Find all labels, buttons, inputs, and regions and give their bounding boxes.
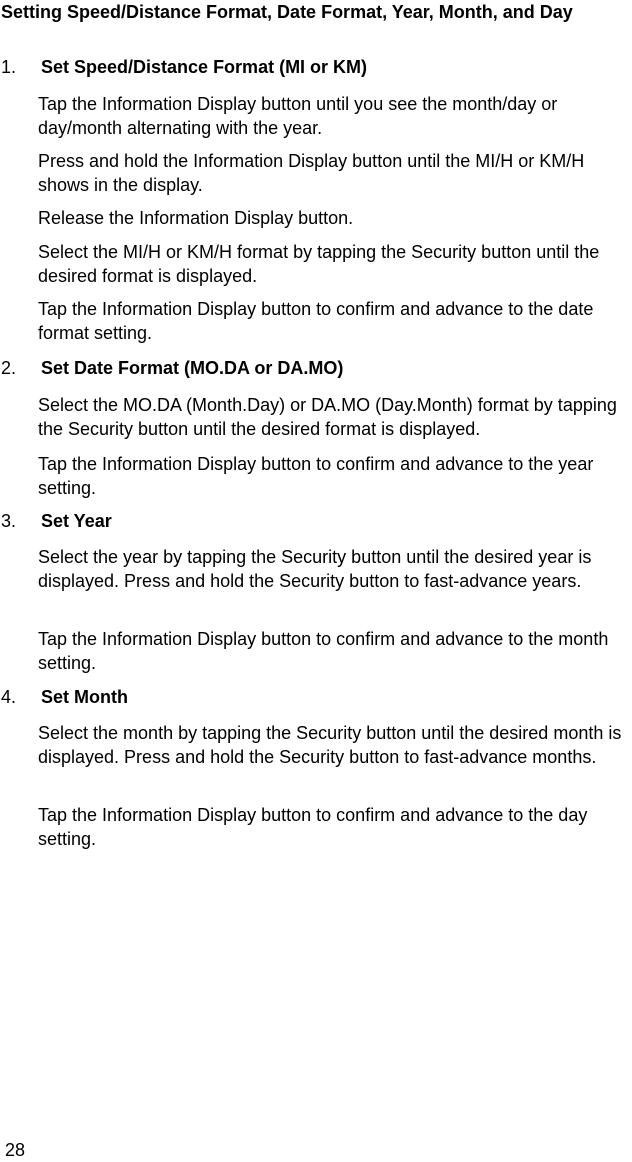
section-number: 2.: [1, 358, 17, 378]
section-number: 1.: [1, 57, 17, 77]
section-heading-year: [1, 509, 112, 533]
paragraph: Release the Information Display button.: [38, 208, 354, 228]
page-number: 28: [5, 1140, 26, 1160]
section-heading-speed-distance: [1, 55, 367, 79]
paragraph: Select the MI/H or KM/H format by tapping the Security button until the desired format is displayed.: [38, 242, 600, 286]
paragraph: Press and hold the Information Display button until the MI/H or KM/H shows in the display.: [38, 151, 585, 195]
paragraph: Tap the Information Display button to confirm and advance to the date format setting.: [38, 299, 594, 343]
section-title: Set Speed/Distance Format (MI or KM): [41, 57, 368, 77]
paragraph: Select the year by tapping the Security button until the desired year is displayed. Press and hold the Security button to fast-advance years.: [38, 547, 592, 591]
paragraph: Tap the Information Display button to confirm and advance to the year setting.: [38, 454, 594, 498]
paragraph: Select the MO.DA (Month.Day) or DA.MO (Day.Month) format by tapping the Security button until the desired format is displayed.: [38, 395, 617, 439]
section-number: 4.: [1, 687, 17, 707]
section-title: Set Month: [41, 687, 128, 707]
paragraph: Tap the Information Display button until you see the month/day or day/month alternating with the year.: [38, 94, 558, 138]
section-heading-month: [1, 685, 128, 709]
paragraph: Tap the Information Display button to confirm and advance to the day setting.: [38, 805, 588, 849]
paragraph: Tap the Information Display button to confirm and advance to the month setting.: [38, 629, 609, 673]
section-number: 3.: [1, 511, 17, 531]
page-title: Setting Speed/Distance Format, Date Format, Year, Month, and Day: [1, 2, 573, 22]
paragraph: Select the month by tapping the Security button until the desired month is displayed. Press and hold the Security button to fast-advance months.: [38, 723, 622, 767]
section-title: Set Date Format (MO.DA or DA.MO): [41, 358, 344, 378]
section-title: Set Year: [41, 511, 112, 531]
section-heading-date-format: [1, 356, 343, 380]
